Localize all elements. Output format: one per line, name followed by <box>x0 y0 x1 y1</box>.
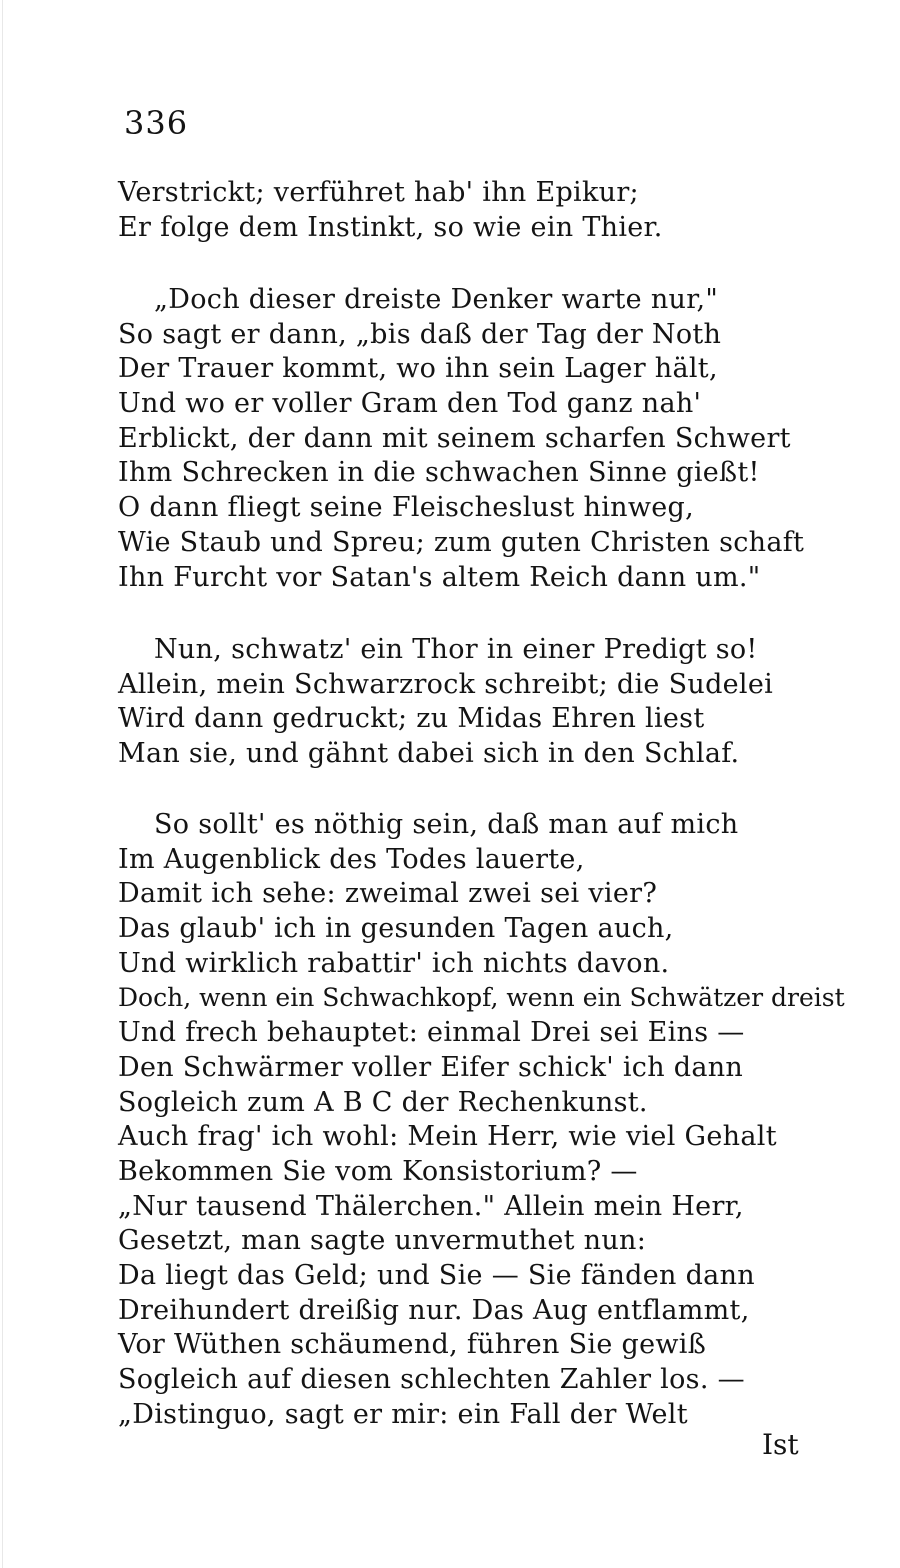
verse-line: Und wo er voller Gram den Tod ganz nah' <box>118 388 702 420</box>
verse-line: Sogleich zum A B C der Rechenkunst. <box>118 1086 648 1118</box>
verse-line: So sagt er dann, „bis daß der Tag der Noth <box>118 318 722 350</box>
verse-line: Damit ich sehe: zweimal zwei sei vier? <box>118 878 658 910</box>
stanza-1 <box>118 176 818 245</box>
stanza-3 <box>118 633 818 772</box>
verse-line: Gesetzt, man sagte unvermuthet nun: <box>118 1225 647 1257</box>
verse-line: Doch, wenn ein Schwachkopf, wenn ein Schwätzer dreist <box>118 983 845 1013</box>
verse-line: Auch frag' ich wohl: Mein Herr, wie viel Gehalt <box>118 1121 777 1153</box>
verse-line: Sogleich auf diesen schlechten Zahler los. — <box>118 1364 745 1395</box>
verse-line: Man sie, und gähnt dabei sich in den Schlaf. <box>118 738 740 770</box>
verse-line: Im Augenblick des Todes lauerte, <box>118 843 585 875</box>
verse-line: Vor Wüthen schäumend, führen Sie gewiß <box>118 1329 707 1361</box>
verse-line: „Doch dieser dreiste Denker warte nur," <box>154 284 719 315</box>
catchword: Ist <box>762 1428 799 1461</box>
verse-line: Verstrickt; verführet hab' ihn Epikur; <box>118 177 639 208</box>
stanza-4 <box>118 808 845 1432</box>
verse-line: Das glaub' ich in gesunden Tagen auch, <box>118 913 674 945</box>
verse-line: Der Trauer kommt, wo ihn sein Lager hält, <box>118 353 718 385</box>
verse-line: Da liegt das Geld; und Sie — Sie fänden dann <box>118 1259 755 1291</box>
verse-line: „Distinguo, sagt er mir: ein Fall der Welt <box>118 1398 688 1430</box>
verse-line: Bekommen Sie vom Konsistorium? — <box>118 1155 638 1187</box>
page-edge <box>2 0 3 1568</box>
verse-line: Erblickt, der dann mit seinem scharfen Schwert <box>118 422 791 454</box>
verse-line: So sollt' es nöthig sein, daß man auf mich <box>154 809 739 840</box>
stanza-2 <box>118 283 818 595</box>
verse-line: Ihm Schrecken in die schwachen Sinne gießt! <box>118 457 760 489</box>
verse-line: O dann fliegt seine Fleischeslust hinweg, <box>118 492 695 524</box>
verse-line: Und wirklich rabattir' ich nichts davon. <box>118 947 670 979</box>
verse-line: Dreihundert dreißig nur. Das Aug entflammt, <box>118 1294 750 1326</box>
verse-line: Den Schwärmer voller Eifer schick' ich dann <box>118 1051 744 1083</box>
verse-line: Allein, mein Schwarzrock schreibt; die Sudelei <box>118 668 774 700</box>
verse-line: Nun, schwatz' ein Thor in einer Predigt so! <box>154 634 758 665</box>
verse-line: „Nur tausend Thälerchen." Allein mein Herr, <box>118 1190 744 1222</box>
verse-line: Und frech behauptet: einmal Drei sei Eins — <box>118 1017 745 1049</box>
page-number: 336 <box>124 104 189 142</box>
verse-line: Er folge dem Instinkt, so wie ein Thier. <box>118 211 663 243</box>
verse-line: Wird dann gedruckt; zu Midas Ehren liest <box>118 703 705 735</box>
verse-line: Ihn Furcht vor Satan's altem Reich dann um." <box>118 561 761 593</box>
verse-line: Wie Staub und Spreu; zum guten Christen schaft <box>118 526 805 558</box>
